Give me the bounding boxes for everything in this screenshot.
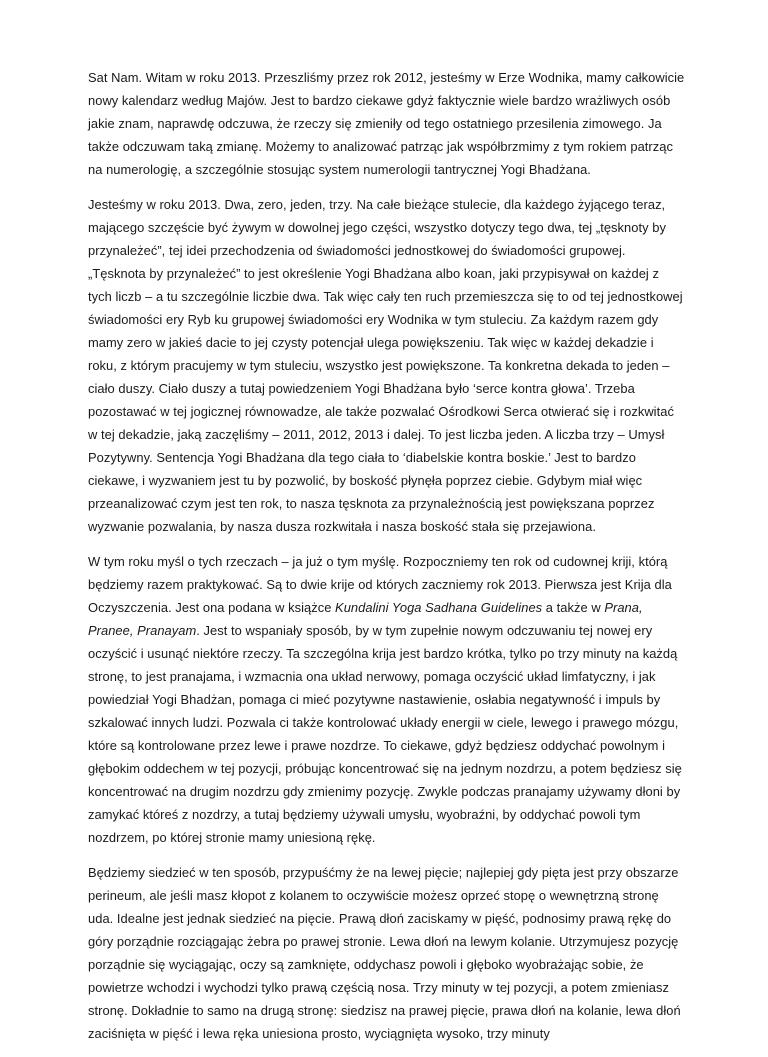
book-title-prana-pranee-pranayam: Prana, Pranee, Pranayam [88,600,643,638]
paragraph-kriya-text-2: a także w [542,600,605,615]
paragraph-posture: Będziemy siedzieć w ten sposób, przypuśćmy że na lewej pięcie; najlepiej gdy pięta jest przy obszarze perineum, ale jeśli masz kłopot z kolanem to oczywiście możesz oprzeć stopę o wewnętrzną stronę uda. Idealne jest jednak siedzieć na pięcie. Prawą dłoń zaciskamy w pięść, podnosimy prawą rękę do góry porządnie rozciągając żebra po prawej stronie. Lewa dłoń na lewym kolanie. Utrzymujesz pozycję porządnie się wyciągając, oczy są zamknięte, oddychasz powoli i głęboko wyobrażając sobie, że powietrze wchodzi i wychodzi tylko prawą częścią nosa. Trzy minuty w tej pozycji, a potem zmieniasz stronę. Dokładnie to samo na drugą stronę: siedzisz na prawej pięcie, prawa dłoń na kolanie, lewa dłoń zaciśnięta w pięść i lewa ręka uniesiona prosto, wyciągnięta wysoko, trzy minuty [88,865,681,1041]
document-page [88,66,685,1057]
paragraph-kriya-text-1: W tym roku myśl o tych rzeczach – ja już o tym myślę. Rozpoczniemy ten rok od cudownej kriji, którą będziemy razem praktykować. Są to dwie krije od których zaczniemy rok 2013. Pierwsza jest Krija dla Oczyszczenia. Jest ona podana w książce [88,554,672,615]
paragraph-numerology: Jesteśmy w roku 2013. Dwa, zero, jeden, trzy. Na całe bieżące stulecie, dla każdego żyjącego teraz, mającego szczęście być żywym w dowolnej jego części, wszystko dotyczy tego dwa, tej „tęsknoty by przynależeć”, tej idei przechodzenia od świadomości jednostkowej do świadomości grupowej. „Tęsknota by przynależeć” to jest określenie Yogi Bhadżana albo koan, jaki przypisywał on każdej z tych liczb – a tu szczególnie liczbie dwa. Tak więc cały ten ruch przemieszcza się to od tej jednostkowej świadomości ery Ryb ku grupowej świadomości ery Wodnika w tym stuleciu. Za każdym razem gdy mamy zero w jakieś dacie to jej czysty potencjał ulega powiększeniu. Tak więc w każdej dekadzie i roku, z którym pracujemy w tym stuleciu, wszystko jest powiększone. Ta konkretna dekada to jeden – ciało duszy. Ciało duszy a tutaj powiedzeniem Yogi Bhadżana było ‘serce kontra głowa’. Trzeba pozostawać w tej jogicznej równowadze, ale także pozwalać Ośrodkowi Serca otwierać się i rozkwitać w tej dekadzie, jaką zaczęliśmy – 2011, 2012, 2013 i dalej. To jest liczba jeden. A liczba trzy – Umysł Pozytywny. Sentencja Yogi Bhadżana dla tego ciała to ‘diabelskie kontra boskie.’ Jest to bardzo ciekawe, i wyzwaniem jest tu by pozwolić, by boskość płynęła poprzez ciebie. Gdybym miał więc przeanalizować czym jest ten rok, to nasza tęsknota za przynależnością jest powiększana poprzez wyzwanie pozwalania, by nasza dusza rozkwitała i nasza boskość stała się przejawiona. [88,197,683,534]
book-title-sadhana-guidelines: Kundalini Yoga Sadhana Guidelines [335,600,543,615]
paragraph-intro: Sat Nam. Witam w roku 2013. Przeszliśmy przez rok 2012, jesteśmy w Erze Wodnika, mamy całkowicie nowy kalendarz według Majów. Jest to bardzo ciekawe gdyż faktycznie wiele bardzo wrażliwych osób jakie znam, naprawdę odczuwa, że rzeczy się zmieniły od tego ostatniego przesilenia zimowego. Ja także odczuwam taką zmianę. Możemy to analizować patrząc jak współbrzmimy z tym rokiem patrząc na numerologię, a szczególnie stosując system numerologii tantrycznej Yogi Bhadżana. [88,70,685,177]
paragraph-kriya [88,550,685,849]
paragraph-kriya-text-3: . Jest to wspaniały sposób, by w tym zupełnie nowym odczuwaniu tej nowej ery oczyścić i usunąć niektóre rzeczy. Ta szczególna krija jest bardzo krótka, tylko po trzy minuty na każdą stronę, to jest pranajama, i wzmacnia ona układ nerwowy, pomaga oczyścić układ limfatyczny, i jak powiedział Yogi Bhadżan, pomaga ci mieć pozytywne nastawienie, osłabia negatywność i impuls by szkalować innych ludzi. Pozwala ci także kontrolować układy energii w ciele, lewego i prawego mózgu, które są kontrolowane przez lewe i prawe nozdrze. To ciekawe, gdyż będziesz oddychać powolnym i głębokim oddechem w tej pozycji, próbując koncentrować się na jednym nozdrzu, a potem będziesz się koncentrować na drugim nozdrzu gdy zmienimy pozycję. Zwykle podczas pranajamy używamy dłoni by zamykać któreś z nozdrzy, a tutaj będziemy używali umysłu, wyobraźni, by oddychać powoli tym nozdrzem, po której stronie mamy uniesioną rękę. [88,623,682,845]
